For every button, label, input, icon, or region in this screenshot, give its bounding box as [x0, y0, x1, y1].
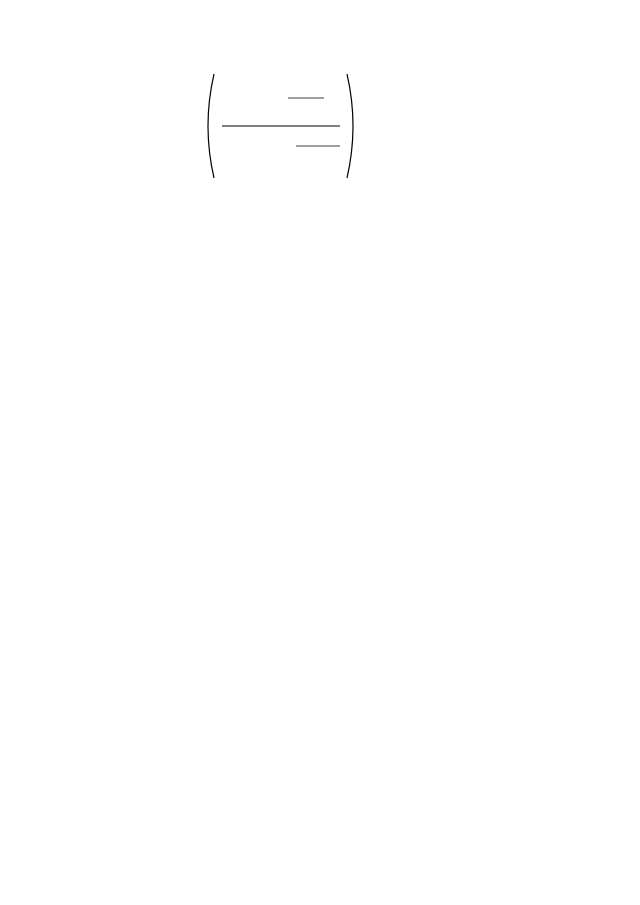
left-paren [208, 74, 214, 178]
formula-graphic [110, 66, 596, 184]
right-paren [347, 74, 353, 178]
distribution-formula [110, 66, 596, 184]
document-body [110, 58, 596, 190]
